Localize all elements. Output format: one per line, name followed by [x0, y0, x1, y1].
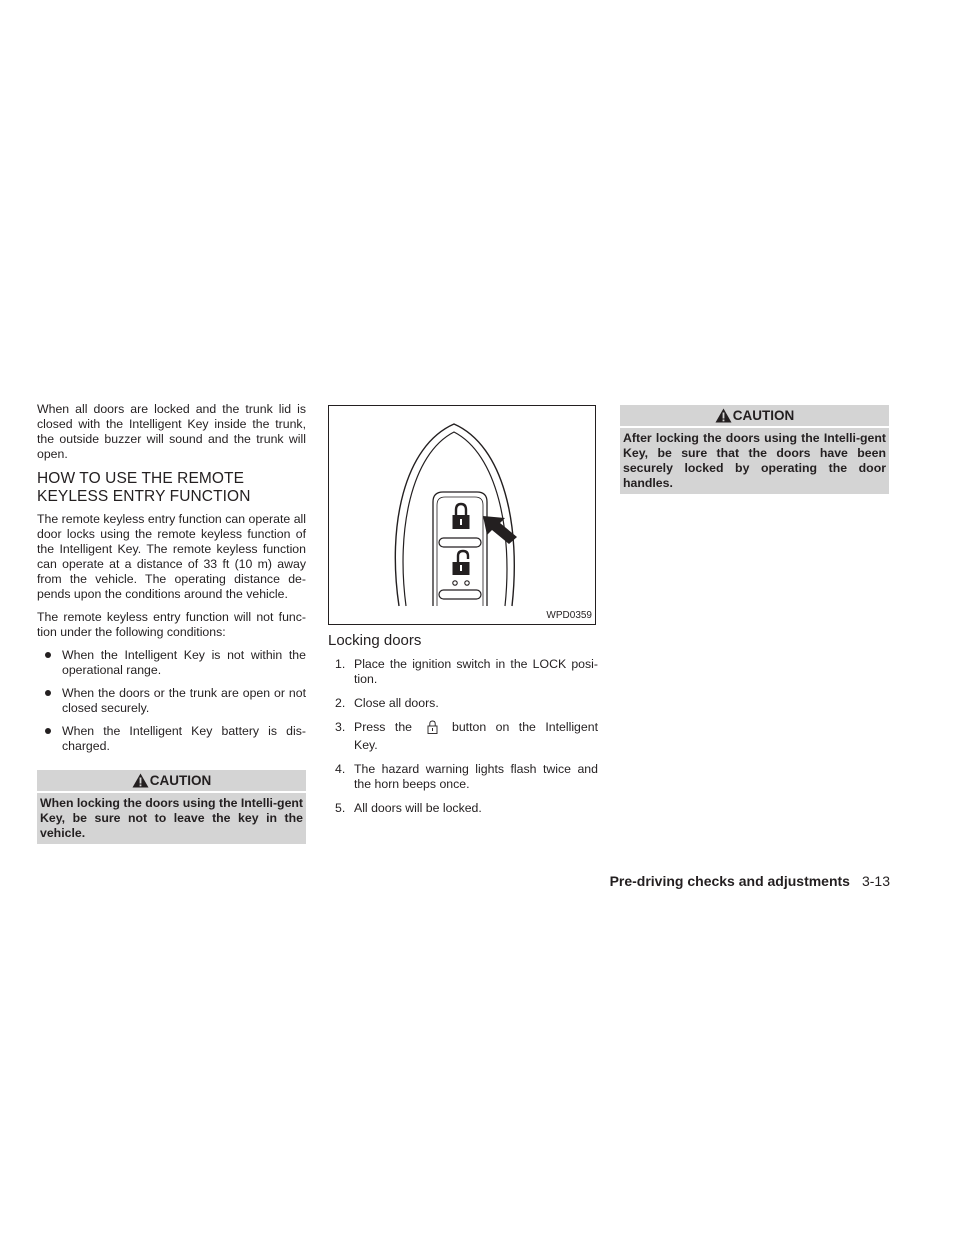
list-item: When the Intelligent Key battery is dis-charged.: [37, 724, 306, 754]
caution-title: CAUTION: [149, 773, 212, 788]
left-column: [37, 402, 306, 844]
intelligent-key-figure: [328, 405, 596, 625]
lock-icon: [412, 720, 452, 738]
caution-text: When locking the doors using the Intelli-gent Key, be sure not to leave the key in the vehicle.: [37, 793, 306, 844]
section-heading: [37, 470, 306, 506]
conditions-intro: The remote keyless entry function will not func-tion under the following conditions:: [37, 610, 306, 639]
caution-header: [620, 405, 889, 426]
caution-title: CAUTION: [732, 408, 795, 423]
bullet-icon: [45, 728, 51, 734]
caution-box: [37, 770, 306, 844]
locking-steps: [328, 657, 598, 816]
caution-box: [620, 405, 889, 494]
list-item: When the Intelligent Key is not within the operational range.: [37, 648, 306, 678]
page-number: 3-13: [861, 873, 890, 889]
caution-text: After locking the doors using the Intelli-gent Key, be sure that the doors have been securely locked by operating the door handles.: [620, 428, 889, 494]
caution-header: [37, 770, 306, 791]
locking-doors-heading: Locking doors: [328, 632, 422, 649]
bullet-icon: [45, 652, 51, 658]
list-item: When the doors or the trunk are open or not closed securely.: [37, 686, 306, 716]
list-item: 5. All doors will be locked.: [335, 801, 482, 815]
section-heading-line2: KEYLESS ENTRY FUNCTION: [37, 488, 251, 505]
list-item: 2. Close all doors.: [335, 696, 439, 710]
lock-icon: [453, 504, 470, 529]
list-item: 1. Place the ignition switch in the LOCK posi-tion.: [335, 657, 598, 686]
warning-triangle-icon: [715, 408, 732, 423]
conditions-list: [37, 648, 306, 754]
description-paragraph: The remote keyless entry function can operate all door locks using the remote keyless function of the Intelligent Key. The remote keyless function can operate at a distance of 33 ft (10 m) away from the vehicle. The operating distance de-pends upon the conditions around the vehicle.: [37, 512, 306, 601]
page-footer: [610, 872, 890, 890]
unlock-icon: [453, 551, 470, 585]
middle-column: [328, 405, 598, 825]
list-item: 4. The hazard warning lights flash twice and the horn beeps once.: [335, 762, 598, 791]
section-heading-line1: HOW TO USE THE REMOTE: [37, 470, 245, 487]
right-column: [620, 405, 889, 494]
figure-id: WPD0359: [546, 610, 592, 621]
list-item: 3. Press the button on the Intelligent Key.: [335, 720, 598, 752]
intelligent-key-illustration: [329, 406, 597, 626]
footer-section-title: Pre-driving checks and adjustments: [609, 873, 850, 889]
bullet-icon: [45, 690, 51, 696]
warning-triangle-icon: [132, 773, 149, 788]
intro-paragraph: When all doors are locked and the trunk lid is closed with the Intelligent Key inside the trunk, the outside buzzer will sound and the trunk will open.: [37, 402, 306, 461]
